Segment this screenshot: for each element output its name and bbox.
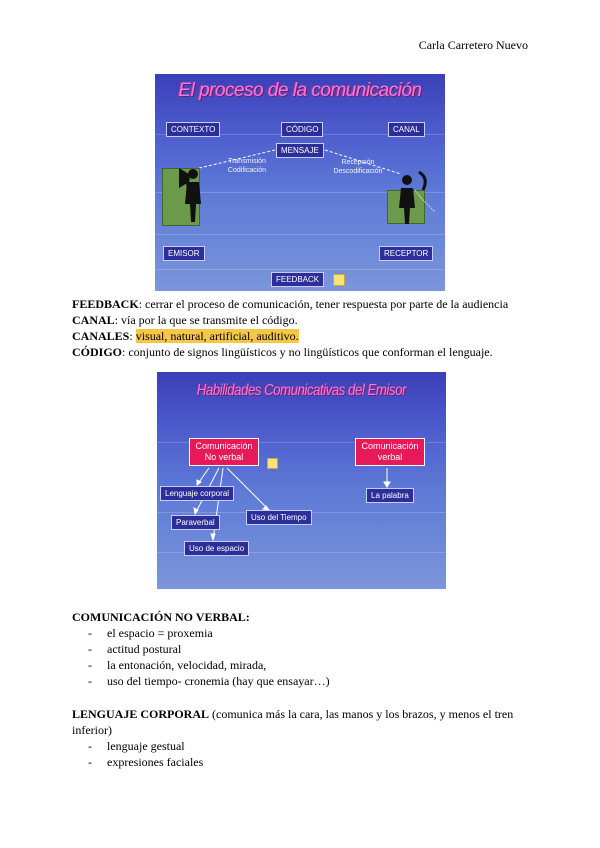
uso-espacio-label: Uso de espacio — [184, 541, 249, 556]
nonverbal-heading-text: COMUNICACIÓN NO VERBAL: — [72, 610, 250, 624]
contexto-label: CONTEXTO — [166, 122, 220, 137]
corporal-term: LENGUAJE CORPORAL — [72, 707, 210, 721]
definition-canal — [72, 312, 528, 328]
corporal-description: (comunica más la cara, las manos y los brazos, y menos el tren inferior) — [72, 707, 514, 737]
canal-definition: : vía por la que se transmite el código. — [114, 313, 298, 327]
verbal-line2: verbal — [377, 452, 403, 462]
nonverbal-list — [88, 625, 330, 689]
verbal-line1: Comunicación — [361, 441, 419, 451]
definition-feedback — [72, 296, 528, 312]
feedback-marker — [333, 274, 345, 286]
canales-separator: : — [129, 329, 136, 343]
feedback-term: FEEDBACK — [72, 297, 139, 311]
canal-term: CANAL — [72, 313, 115, 327]
slide2-title: Habilidades Comunicativas del Emisor — [196, 382, 407, 399]
slide1-title: El proceso de la comunicación — [178, 80, 422, 101]
codigo-term: CÓDIGO — [72, 345, 123, 359]
la-palabra-label: La palabra — [366, 488, 414, 503]
paraverbal-label: Paraverbal — [171, 515, 220, 530]
author-name: Carla Carretero Nuevo — [418, 38, 528, 52]
emisor-label: EMISOR — [163, 246, 205, 261]
list-item: - el espacio = proxemia — [88, 625, 330, 641]
mensaje-label: MENSAJE — [276, 143, 324, 158]
receptor-label: RECEPTOR — [379, 246, 433, 261]
nonverbal-line2: No verbal — [204, 452, 244, 462]
feedback-label: FEEDBACK — [271, 272, 324, 287]
slide-communicative-skills — [157, 372, 446, 589]
nonverbal-heading — [72, 609, 528, 625]
list-item: - uso del tiempo- cronemia (hay que ensayar…) — [88, 673, 330, 689]
recepcion-text: Recepción — [341, 159, 375, 166]
listener-person-icon — [389, 168, 441, 228]
list-item: - expresiones faciales — [88, 754, 203, 770]
corporal-list — [88, 738, 203, 770]
definition-canales — [72, 328, 528, 344]
uso-tiempo-label: Uso del Tiempo — [246, 510, 312, 525]
feedback-definition: : cerrar el proceso de comunicación, tener respuesta por parte de la audiencia — [138, 297, 509, 311]
canales-list-highlight: visual, natural, artificial, auditivo. — [135, 329, 299, 343]
codificacion-text: Codificación — [227, 167, 267, 174]
list-item: - lenguaje gestual — [88, 738, 203, 754]
codigo-definition: : conjunto de signos lingüísticos y no lingüísticos que conforman el lenguaje. — [122, 345, 493, 359]
list-item: - la entonación, velocidad, mirada, — [88, 657, 330, 673]
corporal-paragraph — [72, 706, 528, 738]
codigo-label: CÓDIGO — [281, 122, 323, 137]
nonverbal-line1: Comunicación — [195, 441, 253, 451]
list-item: - actitud postural — [88, 641, 330, 657]
transmision-text: Transmisión — [228, 158, 266, 165]
lenguaje-corporal-label: Lenguaje corporal — [160, 486, 234, 501]
speaker-person-icon — [165, 162, 215, 228]
canal-label: CANAL — [388, 122, 425, 137]
definition-codigo — [72, 344, 528, 360]
slide-communication-process — [155, 74, 445, 291]
slide2-connectors — [157, 372, 446, 589]
descodificacion-text: Descodificación — [333, 168, 383, 175]
canales-term: CANALES — [72, 329, 130, 343]
